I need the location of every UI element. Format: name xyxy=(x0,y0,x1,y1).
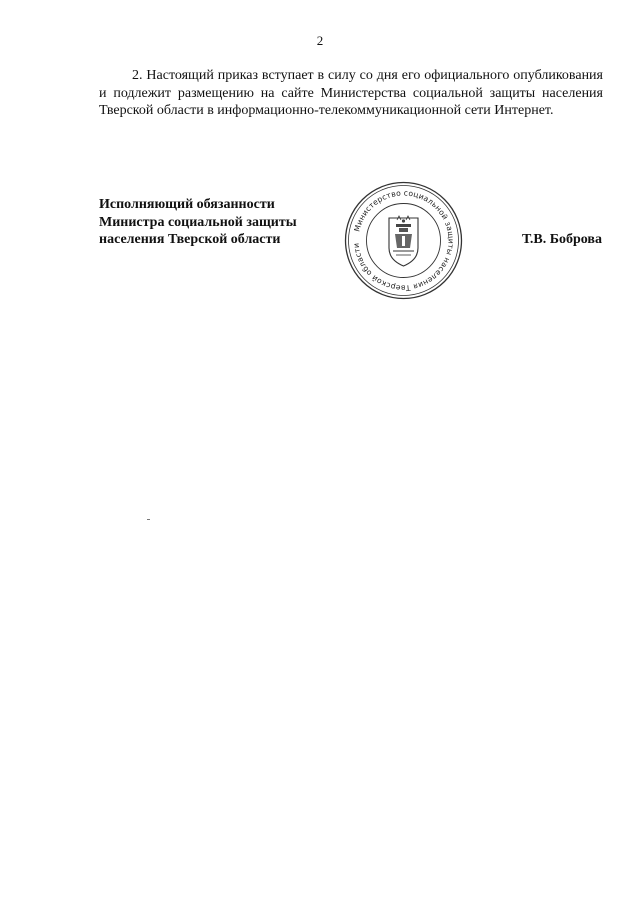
seal-graphic xyxy=(341,178,466,303)
body-paragraph: 2. Настоящий приказ вступает в силу со дня его официального опубликования и подлежит размещению на сайте Министерства социальной защиты населения Тверской области в информационно-телекоммуникационной сети Интернет. xyxy=(99,68,603,118)
signatory-position-line: Исполняющий обязанности xyxy=(99,197,275,212)
signatory-position-line: населения Тверской области xyxy=(99,232,281,247)
coat-of-arms-icon xyxy=(389,216,418,266)
signatory-name: Т.В. Боброва xyxy=(521,232,602,247)
official-seal xyxy=(341,178,466,303)
scan-artifact xyxy=(147,519,150,520)
page-number: 2 xyxy=(316,33,324,48)
signatory-position-line: Министра социальной защиты xyxy=(99,214,297,230)
signatory-position xyxy=(99,196,339,249)
seal-ring-text: Министерство социальной защиты населения Тверской области xyxy=(351,188,456,293)
